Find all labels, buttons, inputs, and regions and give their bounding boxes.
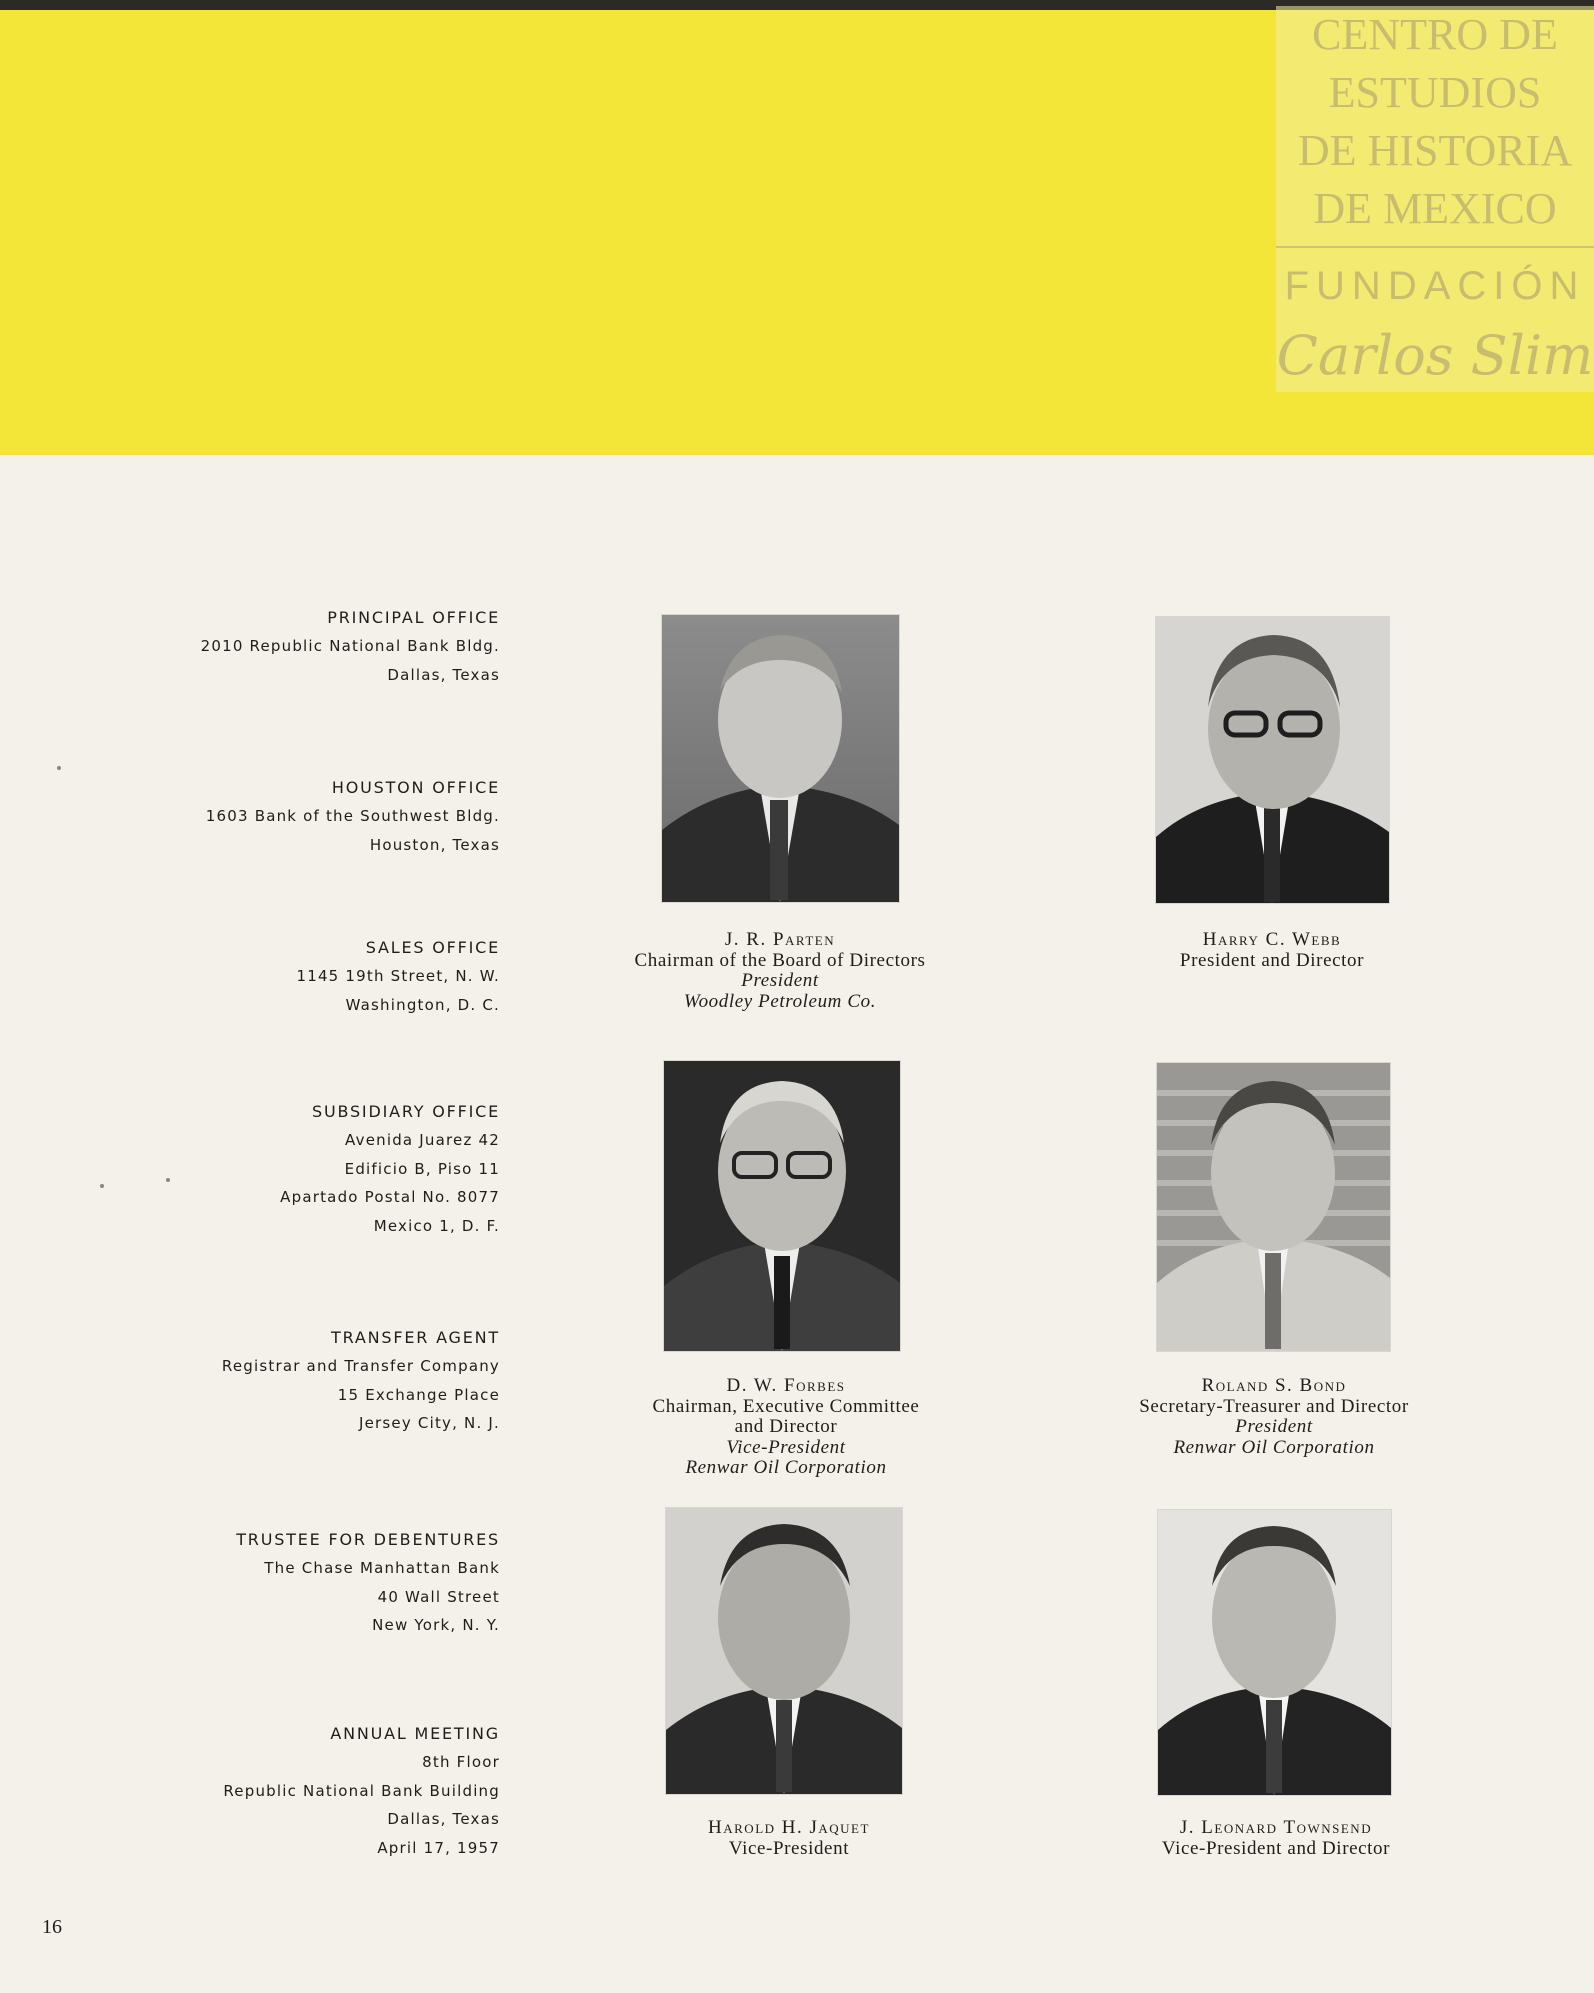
director-name: Harry C. Webb [1202, 929, 1342, 950]
office-line: Houston, Texas [369, 835, 500, 854]
office-heading: SUBSIDIARY OFFICE [312, 1102, 500, 1121]
director-name: Harold H. Jaquet [708, 1817, 870, 1838]
archive-watermark [1276, 6, 1594, 392]
portrait-photo [1155, 616, 1390, 904]
watermark-line: ESTUDIOS [1328, 68, 1542, 117]
portrait-photo [665, 1507, 903, 1795]
office-heading: HOUSTON OFFICE [331, 778, 500, 797]
director-affiliation: President [1235, 1416, 1313, 1437]
director-title: Vice-President [728, 1837, 850, 1859]
office-block-transfer-agent [110, 1324, 500, 1438]
office-heading: TRANSFER AGENT [331, 1328, 500, 1347]
office-line: April 17, 1957 [377, 1838, 500, 1857]
office-line: 1603 Bank of the Southwest Bldg. [205, 807, 500, 825]
office-line: 15 Exchange Place [337, 1385, 500, 1404]
director-affiliation: Vice-President [726, 1436, 846, 1458]
paper-speck [100, 1184, 104, 1188]
office-heading: ANNUAL MEETING [330, 1724, 500, 1743]
watermark-line: DE MEXICO [1313, 184, 1557, 233]
office-line: Edificio B, Piso 11 [344, 1159, 500, 1178]
watermark-line: DE HISTORIA [1297, 126, 1573, 175]
page-number: 16 [42, 1916, 62, 1938]
office-line: Jersey City, N. J. [359, 1414, 500, 1432]
office-block-houston [110, 774, 500, 859]
office-line: 1145 19th Street, N. W. [296, 967, 500, 985]
office-line: Apartado Postal No. 8077 [280, 1188, 500, 1206]
director-affiliation: Renwar Oil Corporation [1173, 1436, 1375, 1458]
director-affiliation: Renwar Oil Corporation [685, 1457, 887, 1478]
office-line: The Chase Manhattan Bank [264, 1559, 500, 1577]
director-title: Vice-President and Director [1161, 1837, 1391, 1859]
office-line: Avenida Juarez 42 [345, 1131, 500, 1149]
director-name: D. W. Forbes [726, 1375, 846, 1396]
director-title: President and Director [1179, 949, 1365, 971]
director-name: J. Leonard Townsend [1179, 1817, 1373, 1838]
portrait-photo [1156, 1062, 1391, 1352]
portrait-photo [1157, 1509, 1392, 1796]
office-block-principal [110, 604, 500, 689]
office-line: 40 Wall Street [377, 1587, 500, 1606]
director-name: Roland S. Bond [1201, 1375, 1347, 1396]
office-block-sales [110, 934, 500, 1019]
watermark-signature: Carlos Slim [1276, 324, 1594, 387]
office-block-subsidiary [110, 1098, 500, 1240]
director-affiliation: Woodley Petroleum Co. [683, 990, 877, 1012]
office-line: Dallas, Texas [387, 665, 500, 684]
office-block-annual-meeting [110, 1720, 500, 1862]
office-line: Registrar and Transfer Company [221, 1357, 500, 1375]
office-line: 8th Floor [422, 1753, 500, 1771]
office-block-trustee [110, 1526, 500, 1640]
office-line: Dallas, Texas [387, 1810, 500, 1828]
director-caption [570, 930, 990, 1012]
director-title: Secretary-Treasurer and Director [1139, 1395, 1409, 1417]
office-heading: SALES OFFICE [365, 938, 500, 957]
office-heading: PRINCIPAL OFFICE [327, 608, 500, 627]
director-caption [579, 1818, 999, 1859]
office-line: 2010 Republic National Bank Bldg. [200, 637, 500, 655]
director-name: J. R. Parten [724, 929, 836, 950]
paper-speck [166, 1178, 170, 1182]
office-line: Washington, D. C. [345, 995, 500, 1014]
director-title: Chairman of the Board of Directors [634, 949, 926, 971]
watermark-divider [1276, 246, 1594, 248]
watermark-line: CENTRO DE [1312, 10, 1558, 59]
director-title: Chairman, Executive Committee [652, 1395, 920, 1417]
director-title: and Director [734, 1416, 838, 1437]
watermark-fundacion: FUNDACIÓN [1284, 264, 1586, 308]
office-heading: TRUSTEE FOR DEBENTURES [236, 1530, 500, 1549]
director-caption [1066, 1818, 1486, 1859]
office-line: New York, N. Y. [372, 1616, 500, 1634]
director-caption [576, 1376, 996, 1479]
director-affiliation: President [741, 970, 819, 991]
director-caption [1064, 1376, 1484, 1458]
paper-speck [57, 766, 61, 770]
portrait-photo [661, 614, 900, 903]
director-caption [1062, 930, 1482, 971]
portrait-photo [663, 1060, 901, 1352]
office-line: Republic National Bank Building [223, 1781, 500, 1800]
office-line: Mexico 1, D. F. [373, 1216, 500, 1235]
